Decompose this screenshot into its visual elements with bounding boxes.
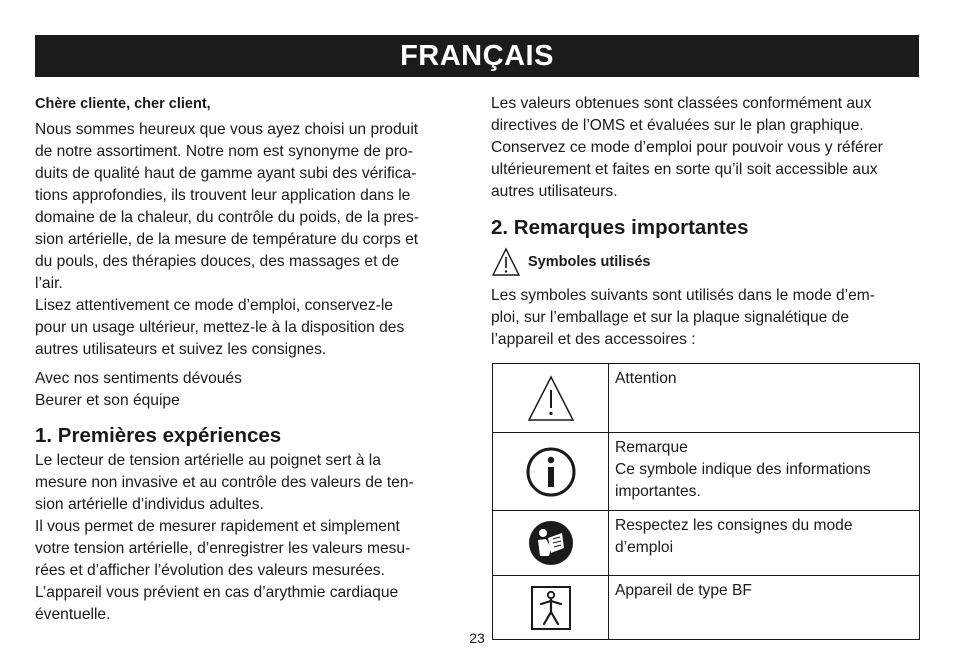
symbol-cell [493, 433, 609, 511]
section-1-heading: 1. Premières expériences [35, 424, 282, 447]
intro-paragraph: Nous sommes heureux que vous ayez choisi un produit de notre assortiment. Notre nom est synonyme de pro- duits de qualité haut de gamme ayant subi des vérifica- tions approfondies, ils trouvent leur application dans le domaine de la chaleur, du contrôle du poids, de la pres- sion artérielle, de la mesure de température du corps et du pouls, des thérapies douces, des massages et de l’air. Lisez attentivement ce mode d’emploi, conservez-le pour un usage ultérieur, mettez-le à la disposition des autres utilisateurs et suivez les consignes. [35, 121, 420, 358]
page-number: 23 [469, 630, 485, 646]
salutation: Chère cliente, cher client, [35, 96, 211, 112]
symbols-heading-text: Symboles utilisés [528, 254, 651, 270]
symbols-table [492, 363, 920, 640]
symbol-description: Remarque Ce symbole indique des informations importantes. [609, 433, 920, 511]
right-intro-paragraph: Les valeurs obtenues sont classées conformément aux directives de l’OMS et évaluées sur le plan graphique. Conservez ce mode d’emploi pour pouvoir vous y référer ultérieurement et faites en sorte qu’il soit accessible aux autres utilisateurs. [491, 95, 883, 200]
symbols-intro: Les symboles suivants sont utilisés dans le mode d’em- ploi, sur l’emballage et sur la plaque signalétique de l’appareil et des accessoires : [491, 287, 875, 348]
warning-triangle-icon [491, 247, 521, 277]
symbol-cell [493, 511, 609, 576]
read-manual-icon [528, 520, 574, 566]
language-banner: FRANÇAIS [35, 35, 919, 77]
warning-triangle-icon [526, 374, 576, 422]
table-row [493, 433, 920, 511]
symbol-description: Respectez les consignes du mode d’emploi [609, 511, 920, 576]
info-icon [525, 446, 577, 498]
section-1-body: Le lecteur de tension artérielle au poignet sert à la mesure non invasive et au contrôle des valeurs de ten- sion artérielle d’individus adultes. Il vous permet de mesurer rapidement et simplement votre tension artérielle, d’enregistrer les valeurs mesu- rées et d’afficher l’évolution des valeurs mesurées. L’appareil vous prévient en cas d’arythmie cardiaque éventuelle. [35, 452, 414, 623]
symbol-cell [493, 364, 609, 433]
symbols-subheading [491, 245, 923, 279]
table-row [493, 511, 920, 576]
section-2-heading: 2. Remarques importantes [491, 216, 749, 239]
type-bf-icon [530, 585, 572, 631]
closing-signature: Avec nos sentiments dévoués Beurer et son équipe [35, 370, 242, 409]
table-row [493, 364, 920, 433]
symbol-description: Attention [609, 364, 920, 433]
right-column [491, 93, 923, 640]
symbol-description: Appareil de type BF [609, 576, 920, 640]
left-column [35, 93, 459, 626]
